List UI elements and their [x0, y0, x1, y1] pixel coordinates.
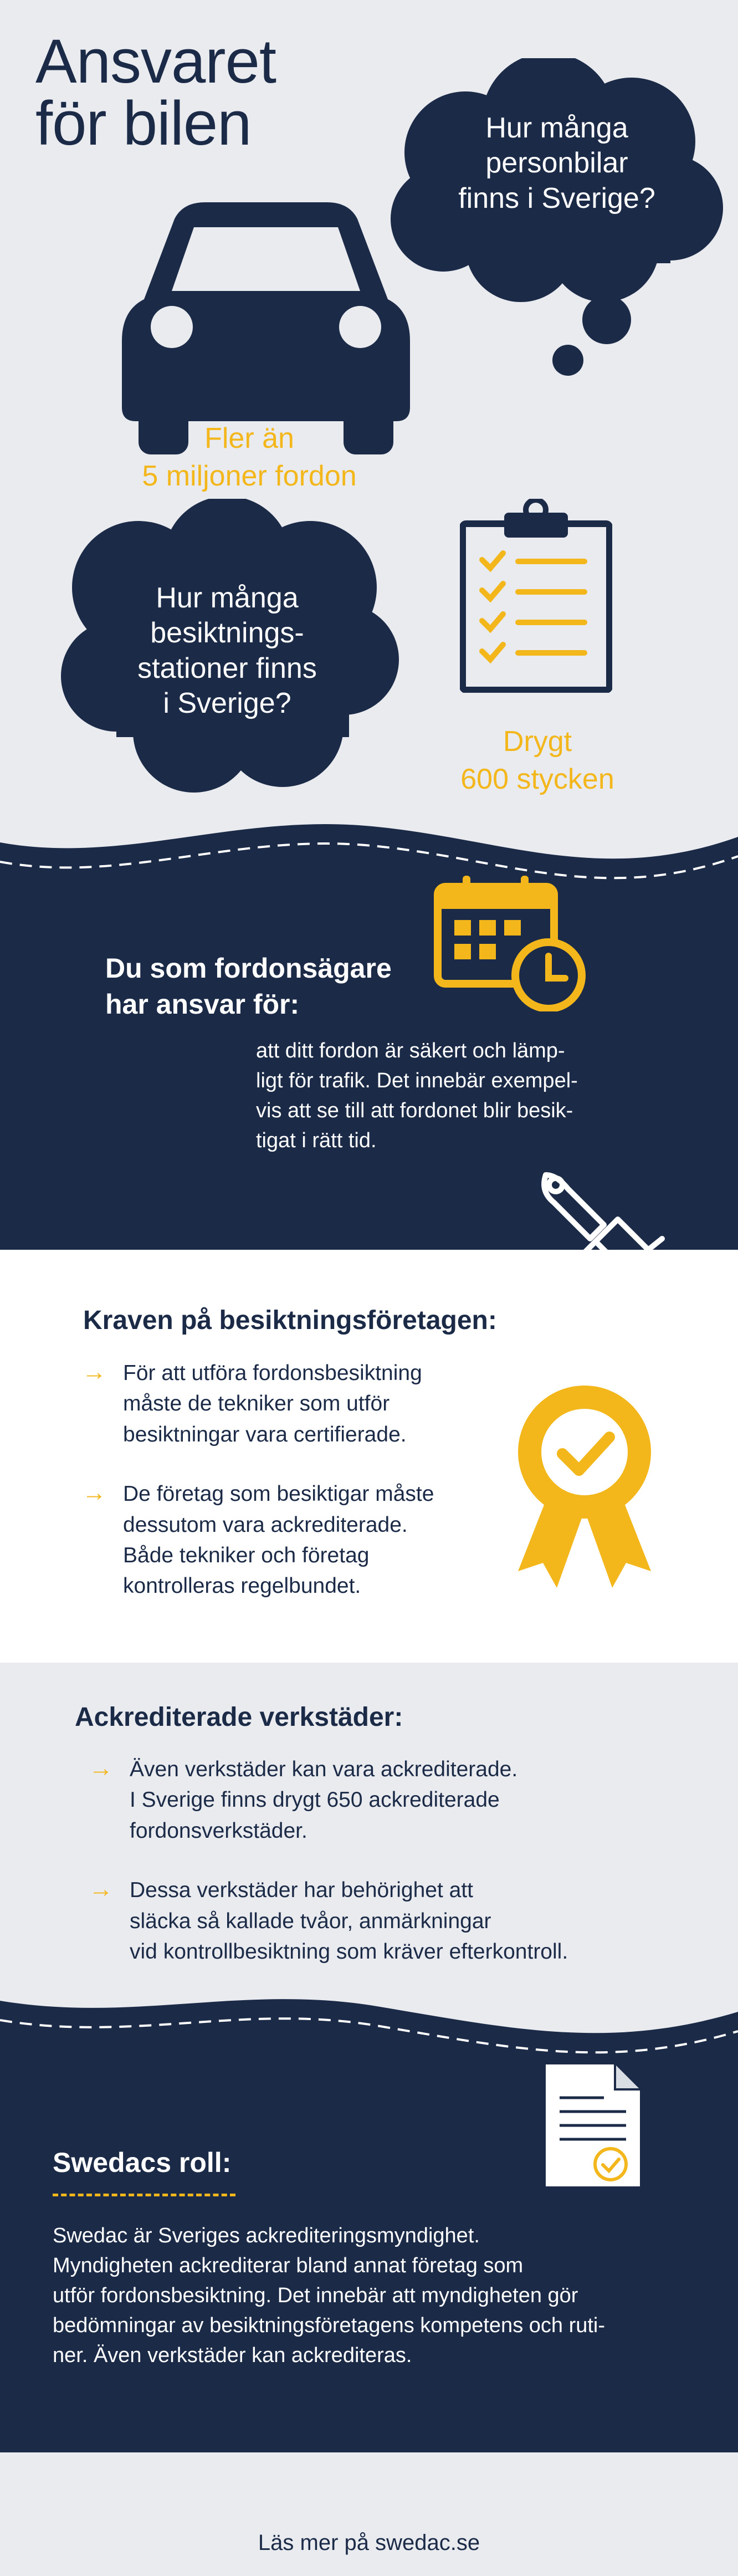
arrow-right-icon: →: [89, 1875, 113, 1903]
stations-answer: [421, 723, 654, 798]
swedac-heading: Swedacs roll:: [53, 2147, 232, 2178]
page-title: [35, 27, 276, 158]
cars-question-line: Hur många: [485, 112, 628, 144]
title-line-2: för bilen: [35, 89, 252, 158]
list-item-line: vid kontrollbesiktning som kräver efterkontroll.: [130, 1939, 568, 1964]
arrow-right-icon: →: [89, 1755, 113, 1782]
swedac-body-line: ner. Även verkstäder kan ackrediteras.: [53, 2343, 412, 2367]
document-check-icon: [543, 2062, 643, 2189]
list-item-line: Även verkstäder kan vara ackrediterade.: [130, 1757, 518, 1781]
owner-body-line: tigat i rätt tid.: [256, 1128, 377, 1152]
stations-question-line: besiktnings-: [150, 617, 304, 650]
list-item-line: släcka så kallade tvåor, anmärkningar: [130, 1909, 491, 1933]
cars-answer: [111, 420, 388, 495]
list-item-line: För att utföra fordonsbesiktning: [123, 1361, 422, 1385]
owner-body-line: ligt för trafik. Det innebär exempel-: [256, 1069, 578, 1092]
cars-question: [427, 111, 687, 216]
list-item: [82, 1479, 514, 1602]
workshops-list: [89, 1754, 698, 1967]
thought-cloud-icon: [382, 58, 726, 391]
arrow-right-icon: →: [82, 1479, 106, 1507]
cars-answer-line: Fler än: [204, 422, 294, 454]
swedac-body-line: Swedac är Sveriges ackrediteringsmyndighet.: [53, 2224, 480, 2247]
swedac-body: [53, 2221, 706, 2371]
swedac-body-line: bedömningar av besiktningsföretagens kompetens och ruti-: [53, 2313, 606, 2337]
owner-body-line: vis att se till att fordonet blir besik-: [256, 1098, 573, 1122]
cars-question-line: personbilar: [485, 147, 628, 180]
stations-question-line: i Sverige?: [163, 687, 291, 720]
swedac-body-line: utför fordonsbesiktning. Det innebär att myndigheten gör: [53, 2283, 578, 2307]
list-item-line: Dessa verkstäder har behörighet att: [130, 1878, 474, 1903]
footer-link[interactable]: Läs mer på swedac.se: [258, 2531, 480, 2555]
cars-answer-line: 5 miljoner fordon: [142, 459, 357, 492]
list-item: [82, 1358, 514, 1450]
footer-bg: [0, 2452, 738, 2576]
list-item-line: I Sverige finns drygt 650 ackrediterade: [130, 1788, 500, 1812]
heading-underline: [53, 2194, 235, 2196]
title-line-1: Ansvaret: [35, 27, 276, 96]
list-item-line: De företag som besiktigar måste: [123, 1482, 434, 1506]
stations-question-line: stationer finns: [137, 652, 317, 684]
stations-question: [89, 581, 366, 722]
stations-answer-line: Drygt: [503, 725, 572, 758]
stations-question-line: Hur många: [156, 582, 299, 614]
requirements-heading: Kraven på besiktningsföretagen:: [83, 1306, 497, 1335]
owner-heading-line: Du som fordonsägare: [105, 953, 392, 984]
list-item: [89, 1754, 698, 1846]
wrench-plug-icon: [529, 1158, 668, 1286]
requirements-list: [82, 1358, 514, 1602]
award-badge-icon: [507, 1383, 662, 1593]
stations-answer-line: 600 stycken: [460, 763, 614, 795]
owner-body-line: att ditt fordon är säkert och lämp-: [256, 1039, 565, 1062]
list-item: [89, 1875, 698, 1967]
list-item-line: dessutom vara ackrediterade.: [123, 1512, 408, 1537]
list-item-line: besiktningar vara certifierade.: [123, 1422, 407, 1447]
calendar-clock-icon: [432, 873, 593, 1011]
cars-question-line: finns i Sverige?: [458, 182, 655, 214]
owner-heading-line: har ansvar för:: [105, 989, 300, 1020]
arrow-right-icon: →: [82, 1358, 106, 1386]
owner-body: [256, 1036, 655, 1156]
swedac-body-line: Myndigheten ackrediterar bland annat företag som: [53, 2253, 524, 2277]
clipboard-icon: [460, 499, 612, 693]
workshops-heading: Ackrediterade verkstäder:: [75, 1703, 403, 1732]
list-item-line: fordonsverkstäder.: [130, 1818, 308, 1843]
owner-heading: [105, 950, 449, 1023]
car-icon: [122, 202, 410, 454]
list-item-line: Både tekniker och företag: [123, 1543, 370, 1567]
list-item-line: måste de tekniker som utför: [123, 1392, 390, 1416]
list-item-line: kontrolleras regelbundet.: [123, 1574, 361, 1598]
